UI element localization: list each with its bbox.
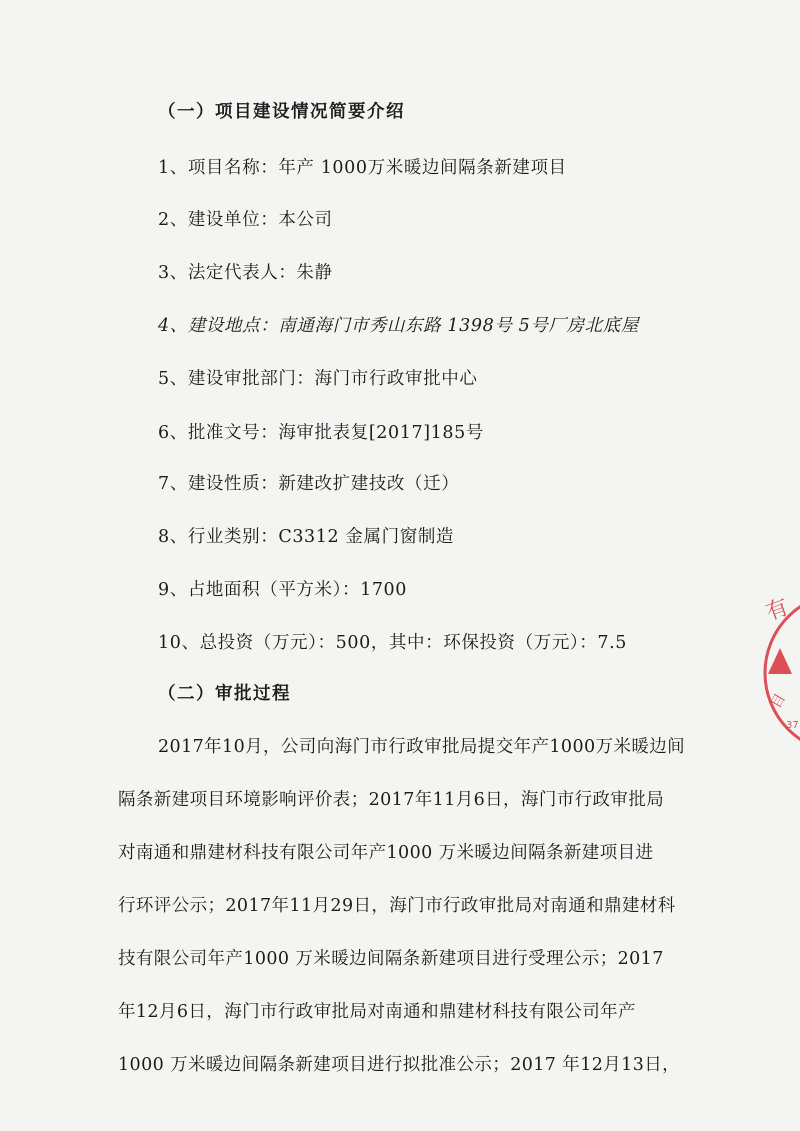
item-project-name: 1、项目名称：年产 1000万米暖边间隔条新建项目 — [158, 158, 567, 178]
item-industry-category: 8、行业类别：C3312 金属门窗制造 — [158, 527, 455, 547]
red-seal-stamp — [760, 578, 800, 768]
paragraph-line: 隔条新建项目环境影响评价表；2017年11月6日，海门市行政审批局 — [118, 790, 665, 810]
item-approval-department: 5、建设审批部门：海门市行政审批中心 — [158, 369, 478, 389]
svg-text:37: 37 — [786, 720, 799, 731]
svg-text:目: 目 — [768, 691, 789, 712]
paragraph-line: 对南通和鼎建材科技有限公司年产1000 万米暖边间隔条新建项目进 — [118, 843, 654, 863]
paragraph-line: 年12月6日，海门市行政审批局对南通和鼎建材科技有限公司年产 — [118, 1002, 636, 1022]
item-total-investment: 10、总投资（万元）：500，其中：环保投资（万元）：7.5 — [158, 633, 627, 653]
item-construction-unit: 2、建设单位：本公司 — [158, 210, 333, 230]
paragraph-line: 2017年10月，公司向海门市行政审批局提交年产1000万米暖边间 — [158, 737, 686, 757]
paragraph-line: 行环评公示；2017年11月29日，海门市行政审批局对南通和鼎建材科 — [118, 896, 676, 916]
section1-heading: （一）项目建设情况简要介绍 — [158, 102, 405, 122]
item-legal-representative: 3、法定代表人：朱静 — [158, 263, 333, 283]
svg-text:有: 有 — [762, 594, 792, 626]
item-construction-location: 4、建设地点：南通海门市秀山东路 1398号 5号厂房北底屋 — [158, 316, 639, 336]
item-construction-nature: 7、建设性质：新建改扩建技改（迁） — [158, 474, 460, 494]
section2-heading: （二）审批过程 — [158, 684, 291, 704]
paragraph-line: 1000 万米暖边间隔条新建项目进行拟批准公示；2017 年12月13日， — [118, 1055, 681, 1075]
paragraph-line: 技有限公司年产1000 万米暖边间隔条新建项目进行受理公示；2017 — [118, 949, 664, 969]
item-approval-number: 6、批准文号：海审批表复[2017]185号 — [158, 423, 484, 443]
item-floor-area: 9、占地面积（平方米）：1700 — [158, 580, 408, 600]
